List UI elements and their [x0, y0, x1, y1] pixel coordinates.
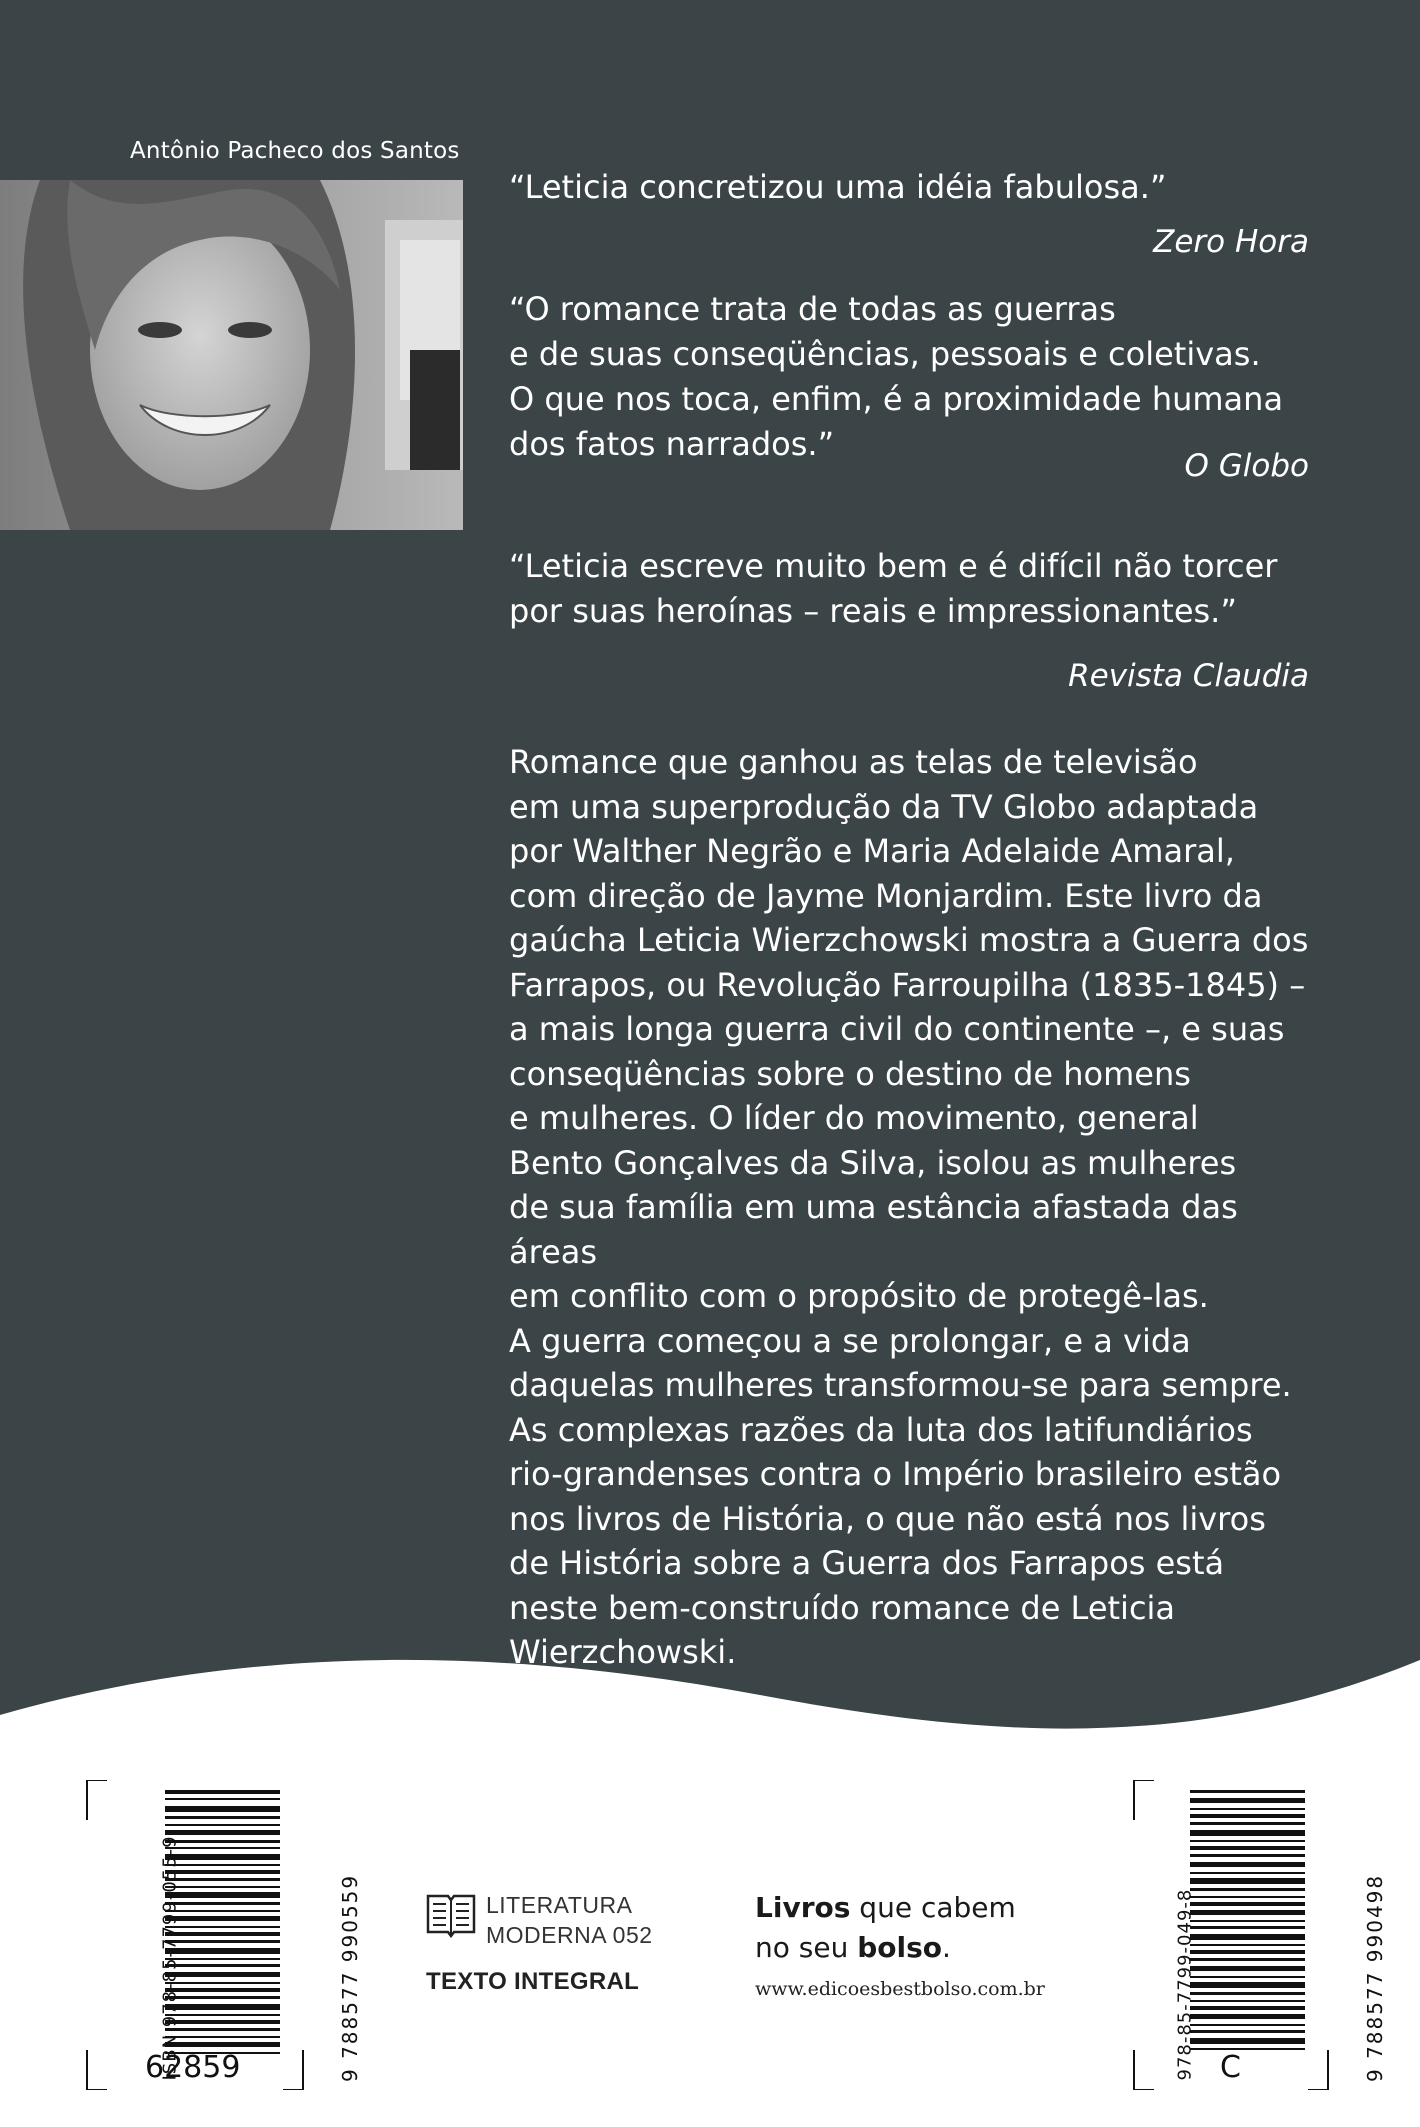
- slogan: [755, 1888, 1016, 1968]
- quote-2-source: O Globo: [1184, 448, 1309, 484]
- quote-1-source: Zero Hora: [1153, 224, 1309, 260]
- slogan-bold-1: Livros: [755, 1891, 851, 1924]
- isbn-digits-left: 9 788577 990559: [338, 1873, 362, 2082]
- author-photo: [0, 180, 463, 530]
- quote-2: “O romance trata de todas as guerras e de suas conseqüências, pessoais e coletivas. O que nos toca, enfim, é a proximidade humana dos fatos narrados.”: [509, 290, 1284, 463]
- photo-credit: Antônio Pacheco dos Santos: [130, 138, 460, 164]
- isbn-digits-right: 9 788577 990498: [1363, 1873, 1387, 2082]
- quote-3-source: Revista Claudia: [1068, 658, 1309, 694]
- price-code-right: C: [1220, 2050, 1241, 2085]
- imprint-line-1: LITERATURA: [486, 1892, 633, 1918]
- isbn-left: ISBN 978-85-7799-055-9: [159, 1835, 181, 2081]
- price-code-left: 62859: [145, 2050, 241, 2085]
- barcode-left: [85, 1780, 362, 2090]
- imprint-block: [426, 1890, 653, 1996]
- quote-3: “Leticia escreve muito bem e é difícil não torcer por suas heroínas – reais e impressionantes.”: [509, 547, 1278, 630]
- book-blurb: Romance que ganhou as telas de televisão em uma superprodução da TV Globo adaptada por Walther Negrão e Maria Adelaide Amaral, com direção de Jayme Monjardim. Este livro da gaúcha Leticia Wierzchowski mostra a Guerra dos Farrapos, ou Revolução Farroupilha (1835-1845) – a mais longa guerra civil do continente –, e suas conseqüências sobre o destino de homens e mulheres. O líder do movimento, general Bento Gonçalves da Silva, isolou as mulheres de sua família em uma estância afastada das áreas em conflito com o propósito de protegê-las. A guerra começou a se prolongar, e a vida daquelas mulheres transformou-se para sempre. As complexas razões da luta dos latifundiários rio-grandenses contra o Império brasileiro estão nos livros de História, o que não está nos livros de História sobre a Guerra dos Farrapos está neste bem-construído romance de Leticia Wierzchowski.: [509, 743, 1309, 1671]
- slogan-post: .: [942, 1931, 951, 1964]
- open-book-icon: [426, 1892, 476, 1938]
- slogan-pre: no seu: [755, 1931, 858, 1964]
- quote-1: “Leticia concretizou uma idéia fabulosa.”: [509, 168, 1167, 206]
- imprint-line-2: MODERNA 052: [486, 1922, 653, 1948]
- slogan-bold-2: bolso: [857, 1931, 943, 1964]
- slogan-mid: que cabem: [850, 1891, 1016, 1924]
- isbn-right: 978-85-7799-049-8: [1174, 1888, 1196, 2081]
- website-link[interactable]: www.edicoesbestbolso.com.br: [755, 1978, 1045, 2000]
- barcode-right: [1110, 1780, 1387, 2090]
- texto-integral: TEXTO INTEGRAL: [426, 1968, 640, 1995]
